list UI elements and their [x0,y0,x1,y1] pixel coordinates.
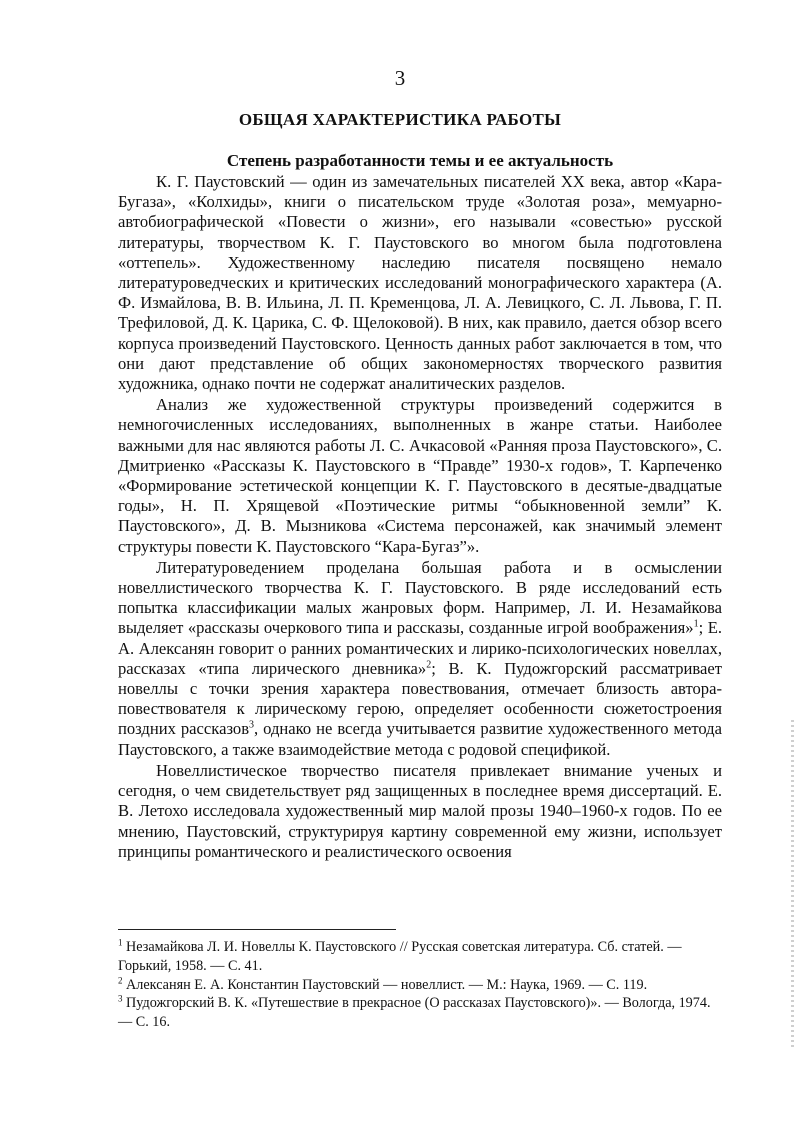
paragraph-3 [118,558,722,760]
footnote-number: 1 [118,937,123,948]
paragraph-3-text-d: , однако не всегда учитывается развитие художественного метода Паустовского, а также взаимодействие метода с родовой спецификой. [118,719,722,759]
footnote-ref-3: 3 [249,719,255,731]
paragraph-2: Анализ же художественной структуры произведений содержится в немногочисленных исследованиях, выполненных в жанре статьи. Наиболее важными для нас являются работы Л. С. Ачкасовой «Ранняя проза Паустовского», С. Дмитриенко «Рассказы К. Паустовского в “Правде” 1930-х годов», Т. Карпеченко «Формирование эстетической концепции К. Г. Паустовского в десятые-двадцатые годы», Н. П. Хрящевой «Поэтические ритмы “обыкновенной земли” К. Паустовского», Д. В. Мызникова «Система персонажей, как значимый элемент структуры повести К. Паустовского “Кара-Бугаз”». [118,395,722,556]
footnote-1 [118,938,722,976]
footnote-text: Незамайкова Л. И. Новеллы К. Паустовского // Русская советская литература. Сб. статей. — Горький, 1958. — С. 41. [118,939,682,974]
scan-edge-mark [791,720,794,1050]
paragraph-4: Новеллистическое творчество писателя привлекает внимание ученых и сегодня, о чем свидетельствует ряд защищенных в последнее время диссертаций. Е. В. Летохо исследовала художественный мир малой прозы 1940–1960-х годов. По ее мнению, Паустовский, структурируя картину современной ему жизни, использует принципы романтического и реалистического освоения [118,760,722,861]
footnote-number: 2 [118,974,123,985]
footnotes [118,938,722,1032]
footnote-2 [118,976,722,995]
section-heading: ОБЩАЯ ХАРАКТЕРИСТИКА РАБОТЫ [238,110,562,129]
footnote-ref-2: 2 [426,659,432,671]
footnote-text: Алексанян Е. А. Константин Паустовский — новеллист. — М.: Наука, 1969. — С. 119. [122,976,648,993]
footnote-number: 3 [118,993,123,1004]
paragraph-3-text-c: ; В. К. Пудожгорский рассматривает новеллы с точки зрения характера повествования, отмечает близость автора-повествователя к лирическому герою, определяет особенности сюжетостроения поздних рассказов [118,658,722,739]
footnote-text: Пудожгорский В. К. «Путешествие в прекрасное (О рассказах Паустовского)». — Вологда, 1974. — С. 16. [118,995,711,1031]
body-text [118,172,722,862]
subsection-heading: Степень разработанности темы и ее актуальность [226,151,614,170]
footnote-separator [118,929,396,930]
footnote-3 [118,994,722,1032]
page-number: 3 [394,66,406,90]
paragraph-3-text-b: ; Е. А. Алексанян говорит о ранних романтических и лирико-психологических новеллах, рассказах «типа лирического дневника» [118,618,722,678]
paragraph-3-text-a: Литературоведением проделана большая работа и в осмыслении новеллистического творчества К. Г. Паустовского. В ряде исследований есть попытка классификации малых жанровых форм. Например, Л. И. Незамайкова выделяет «рассказы очеркового типа и рассказы, созданные игрой воображения» [118,557,722,638]
footnote-ref-1: 1 [693,618,699,630]
paragraph-1: К. Г. Паустовский — один из замечательных писателей XX века, автор «Кара-Бугаза», «Колхиды», книги о писательском труде «Золотая роза», мемуарно-автобиографической «Повести о жизни», его называли «совестью» русской литературы, творчеством К. Г. Паустовского во многом была подготовлена «оттепель». Художественному наследию писателя посвящено немало литературоведческих и критических исследований монографического характера (А. Ф. Измайлова, В. В. Ильина, Л. П. Кременцова, Л. А. Левицкого, С. Л. Львова, Г. П. Трефиловой, Д. К. Царика, С. Ф. Щелоковой). В них, как правило, дается обзор всего корпуса произведений Паустовского. Ценность данных работ заключается в том, что они дают представление об общих закономерностях творческого развития художника, однако почти не содержат аналитических разделов. [118,172,722,394]
